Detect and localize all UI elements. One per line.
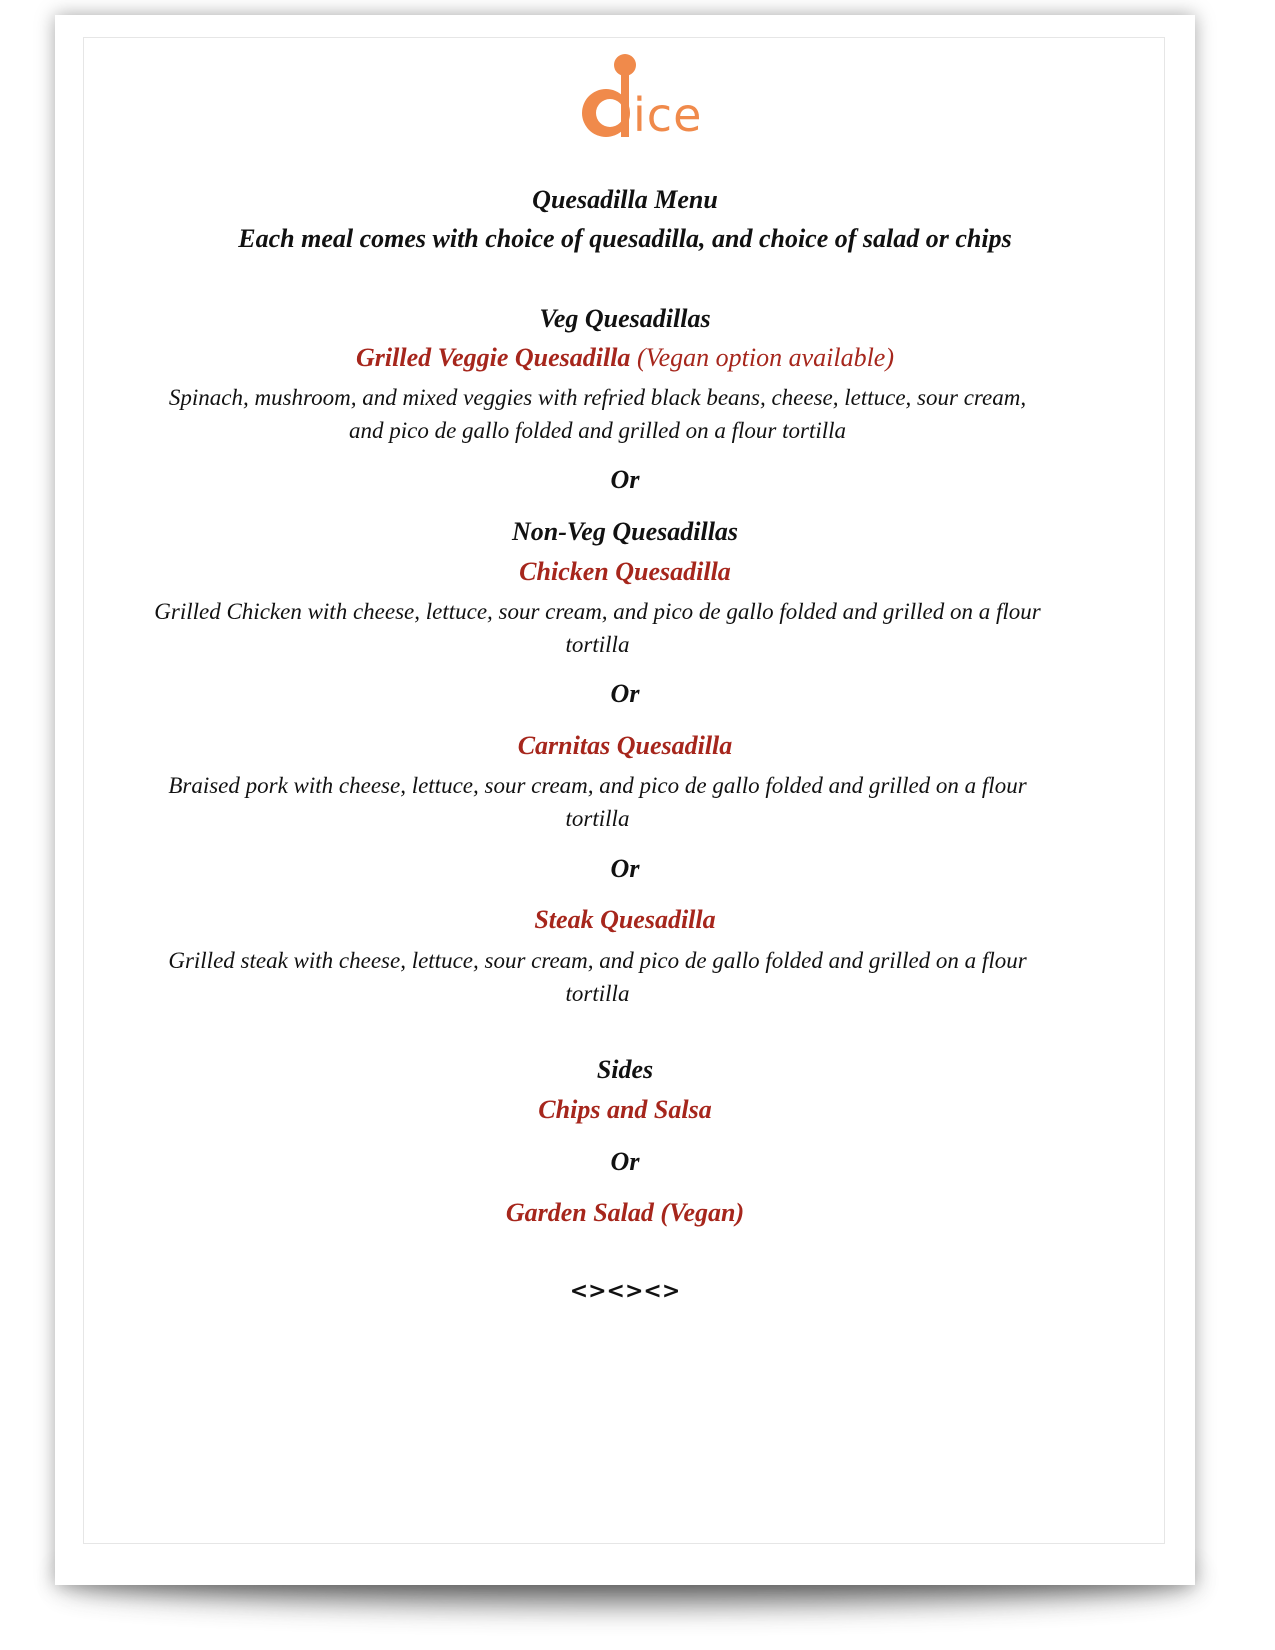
menu-title: Quesadilla Menu [532,185,718,214]
or-separator: Or [610,465,640,494]
veg-heading: Veg Quesadillas [539,304,711,333]
carnitas-item-name: Carnitas Quesadilla [517,731,733,760]
side-item-salad: Garden Salad (Vegan) [505,1198,745,1227]
veg-item-title [55,343,1195,373]
ornament-divider: <><><> [569,1279,681,1304]
veg-item-description: Spinach, mushroom, and mixed veggies with refried black beans, cheese, lettuce, sour cream, and pico de gallo folded and grilled on a flour tortilla [168,385,1027,443]
chicken-item-name: Chicken Quesadilla [519,557,731,586]
nonveg-heading: Non-Veg Quesadillas [511,517,739,546]
logo-wordmark: ice [633,88,703,142]
sides-heading: Sides [596,1055,654,1084]
or-separator: Or [610,854,640,883]
menu-page [55,15,1195,1585]
spoon-d-logo-icon [568,53,638,148]
chicken-item-description: Grilled Chicken with cheese, lettuce, sour cream, and pico de gallo folded and grilled on a flour tortilla [154,599,1041,657]
dice-logo [55,53,1195,148]
side-item-chips: Chips and Salsa [538,1095,712,1124]
steak-item-description: Grilled steak with cheese, lettuce, sour cream, and pico de gallo folded and grilled on a flour tortilla [168,948,1027,1006]
veg-item-note: (Vegan option available) [636,343,894,372]
veg-item-name: Grilled Veggie Quesadilla [356,343,631,372]
menu-subtitle: Each meal comes with choice of quesadilla, and choice of salad or chips [238,224,1012,253]
carnitas-item-description: Braised pork with cheese, lettuce, sour cream, and pico de gallo folded and grilled on a flour tortilla [168,773,1027,831]
steak-item-name: Steak Quesadilla [534,905,716,934]
or-separator: Or [610,679,640,708]
or-separator: Or [610,1147,640,1176]
